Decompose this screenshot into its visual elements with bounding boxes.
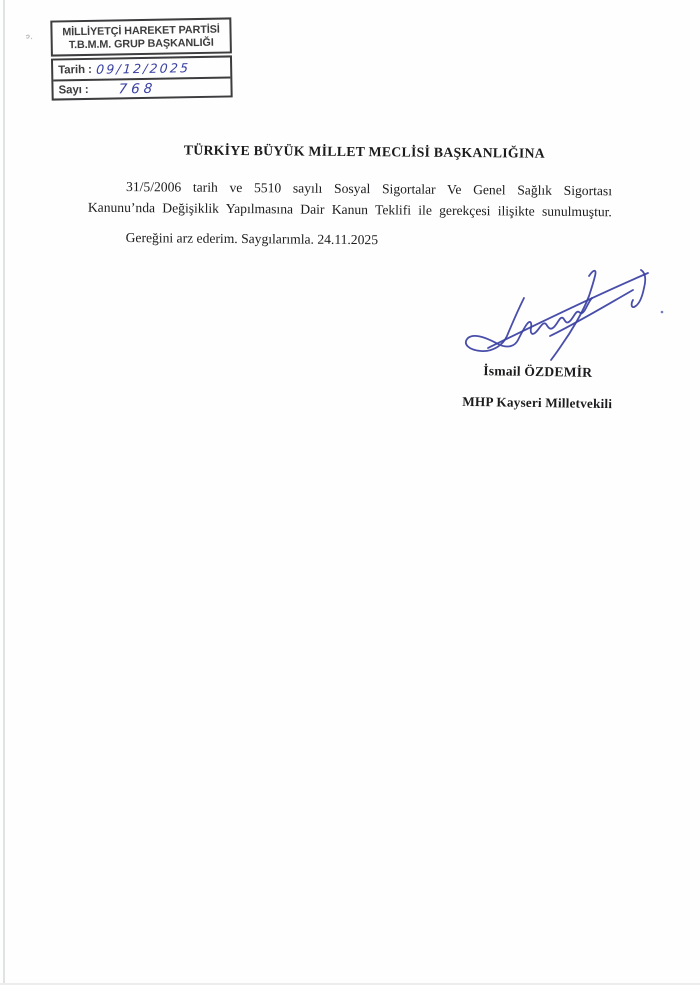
signer-block xyxy=(430,362,646,412)
stamp-number-value-handwritten: 768 xyxy=(118,80,157,97)
signer-role: MHP Kayseri Milletvekili xyxy=(462,393,613,412)
signature-ink-dot xyxy=(661,311,664,314)
stamp-date-value-handwritten: 09/12/2025 xyxy=(95,60,191,77)
signer-name: İsmail ÖZDEMİR xyxy=(483,363,593,380)
signature-scribble xyxy=(455,248,670,362)
stamp-org-name-line1: MİLLİYETÇİ HAREKET PARTİSİ xyxy=(62,23,220,39)
stamp-header xyxy=(50,17,232,56)
letter-body xyxy=(88,142,613,251)
signature-short-flourish xyxy=(550,290,633,336)
letter-recipient-title: TÜRKİYE BÜYÜK MİLLET MECLİSİ BAŞKANLIĞINA xyxy=(183,142,546,161)
scan-edge-line xyxy=(3,0,5,985)
letter-paragraph-line-1: 31/5/2006 tarih ve 5510 sayılı Sosyal Sigortalar Ve Genel Sağlık Sigortası xyxy=(126,179,613,199)
stamp-fields xyxy=(51,55,233,100)
letter-paragraph-line-2: Kanunu’nda Değişiklik Yapılmasına Dair Kanun Teklifi ile gerekçesi ilişikte sunulmuştur. xyxy=(87,199,612,219)
stray-pen-mark xyxy=(24,32,36,44)
stamp-number-label: Sayı : xyxy=(58,83,89,96)
party-stamp xyxy=(50,17,232,100)
letter-closing-line: Gereğini arz ederim. Saygılarımla. 24.11.2025 xyxy=(125,230,379,248)
stamp-date-label: Tarih : xyxy=(58,63,92,76)
stamp-org-name-line2: T.B.M.M. GRUP BAŞKANLIĞI xyxy=(68,36,214,51)
stamp-number-row xyxy=(53,76,230,98)
